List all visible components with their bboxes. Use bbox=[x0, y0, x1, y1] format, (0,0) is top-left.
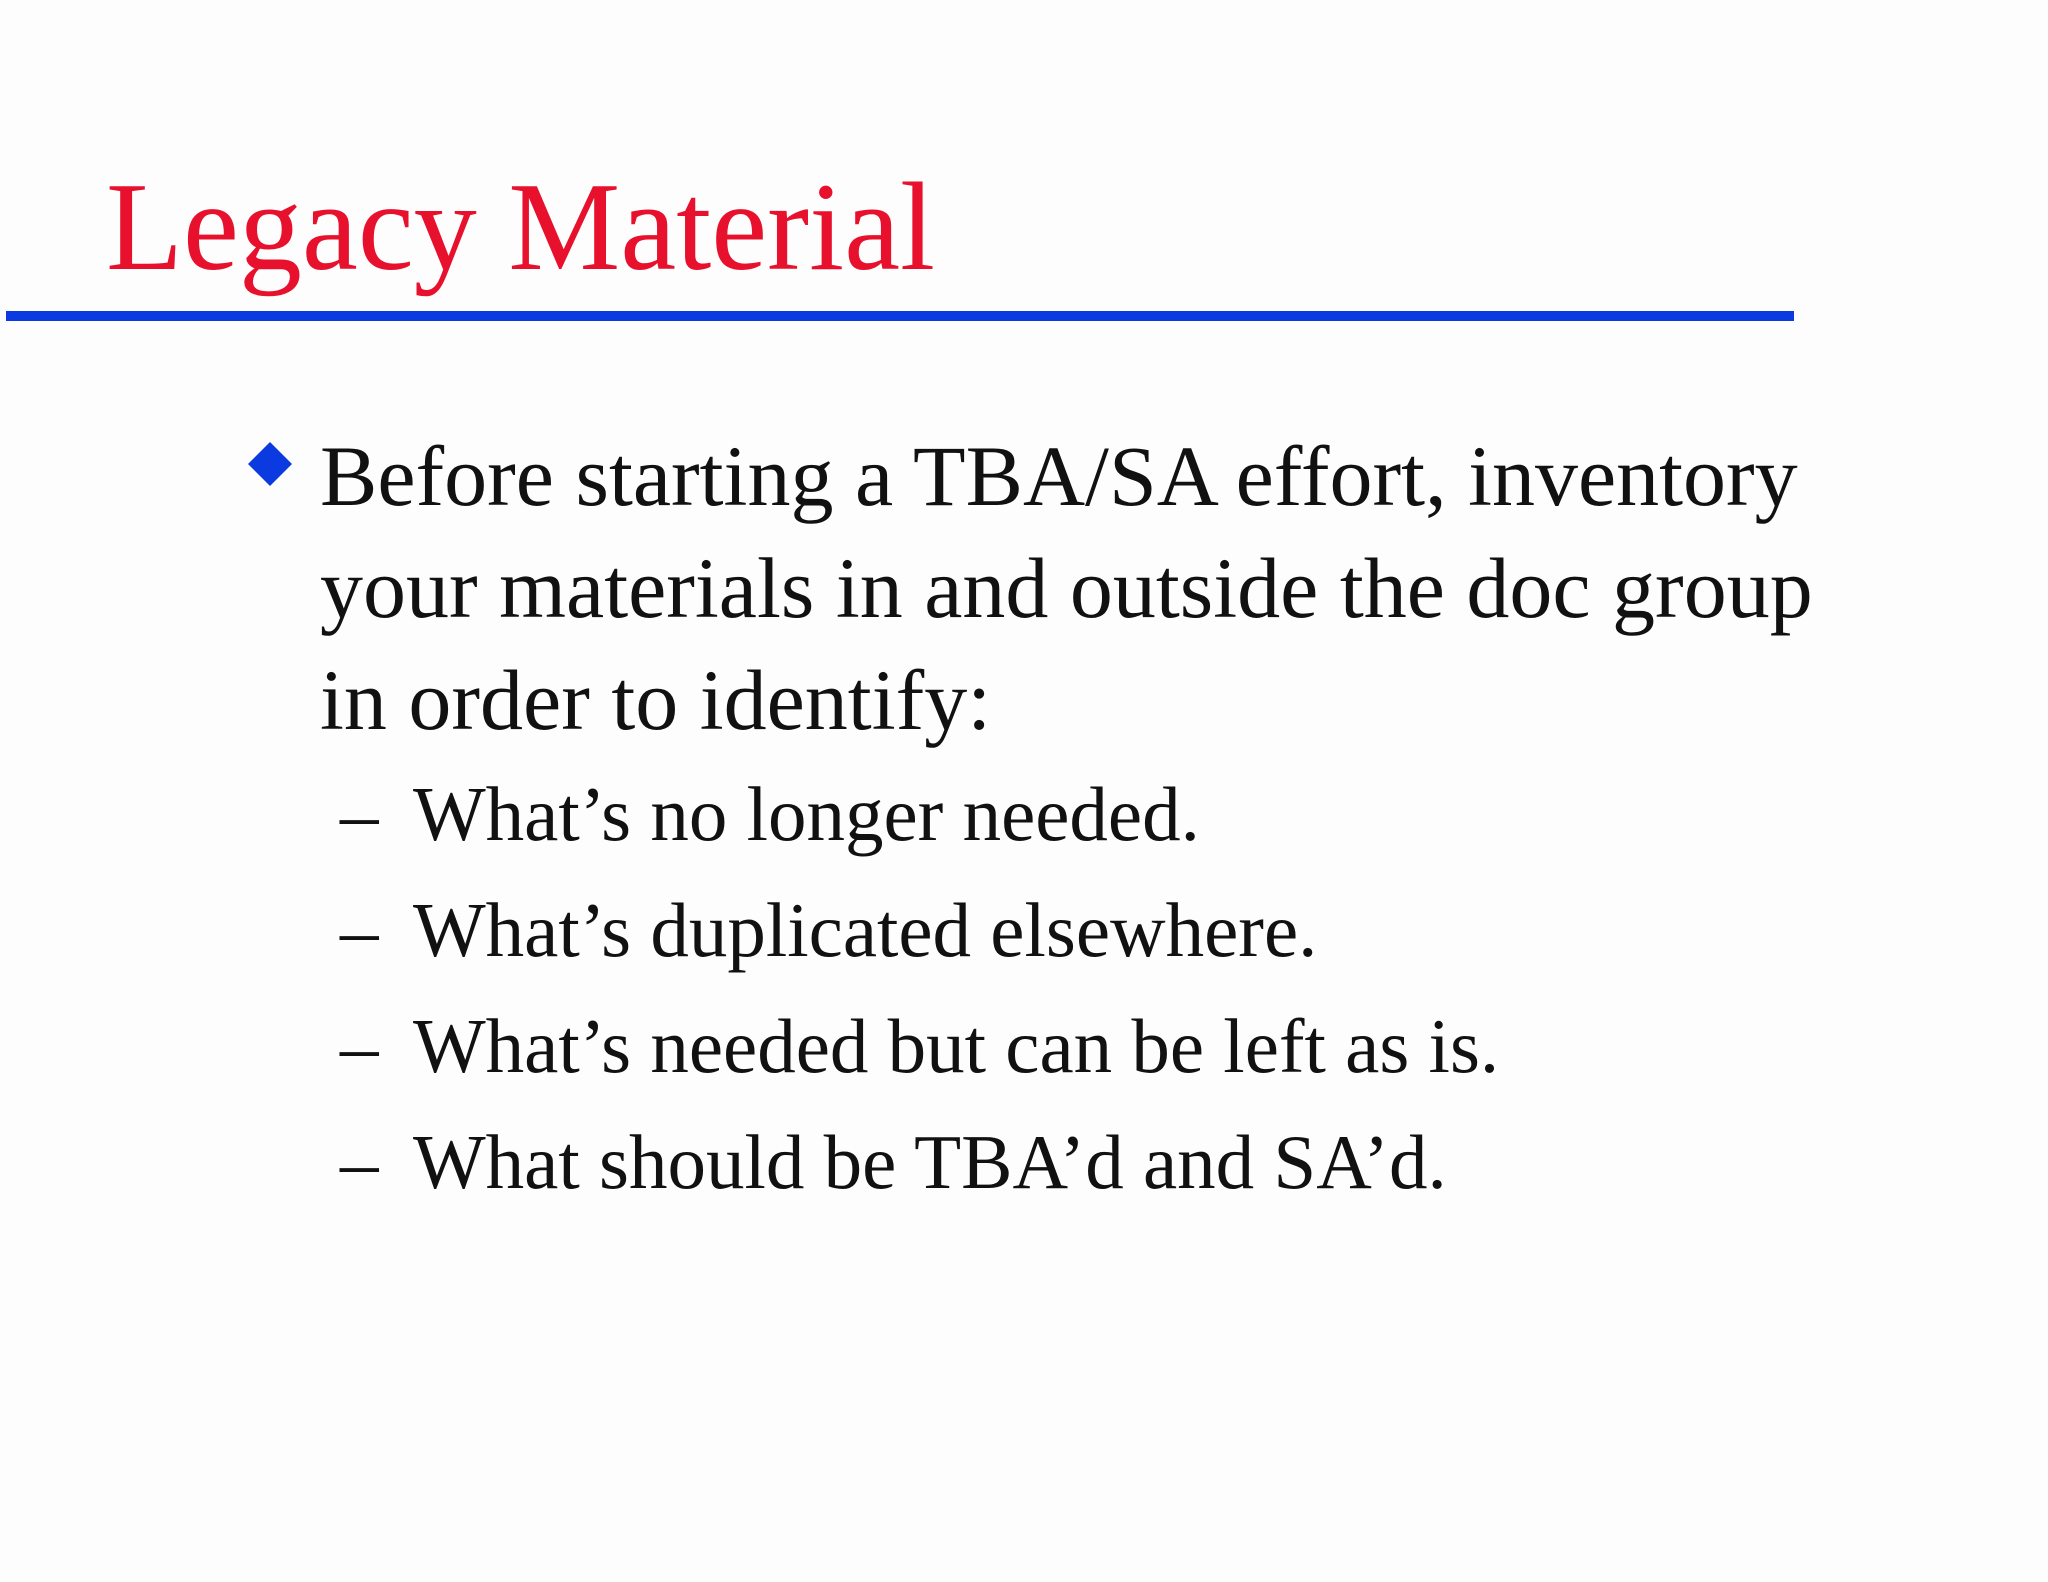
main-bullet-text bbox=[320, 420, 2010, 756]
sub-bullet-text: What should be TBA’d and SA’d. bbox=[413, 1119, 1447, 1205]
title-underline-rule bbox=[6, 311, 1794, 321]
dash-marker: – bbox=[340, 771, 379, 857]
bullet-line: in order to identify: bbox=[320, 652, 992, 748]
dash-marker: – bbox=[340, 1119, 379, 1205]
sub-bullet-item bbox=[340, 1104, 1499, 1220]
dash-marker: – bbox=[340, 887, 379, 973]
sub-bullet-list bbox=[340, 756, 1499, 1220]
sub-bullet-text: What’s duplicated elsewhere. bbox=[413, 887, 1318, 973]
sub-bullet-text: What’s no longer needed. bbox=[413, 771, 1200, 857]
slide-title: Legacy Material bbox=[106, 158, 936, 297]
sub-bullet-text: What’s needed but can be left as is. bbox=[413, 1003, 1500, 1089]
bullet-line: Before starting a TBA/SA effort, inventory bbox=[320, 428, 1798, 524]
diamond-icon-svg bbox=[246, 440, 294, 488]
bullet-line: your materials in and outside the doc group bbox=[320, 540, 1813, 636]
diamond-icon bbox=[246, 440, 294, 488]
sub-bullet-item bbox=[340, 988, 1499, 1104]
dash-marker: – bbox=[340, 1003, 379, 1089]
sub-bullet-item bbox=[340, 872, 1499, 988]
sub-bullet-item bbox=[340, 756, 1499, 872]
